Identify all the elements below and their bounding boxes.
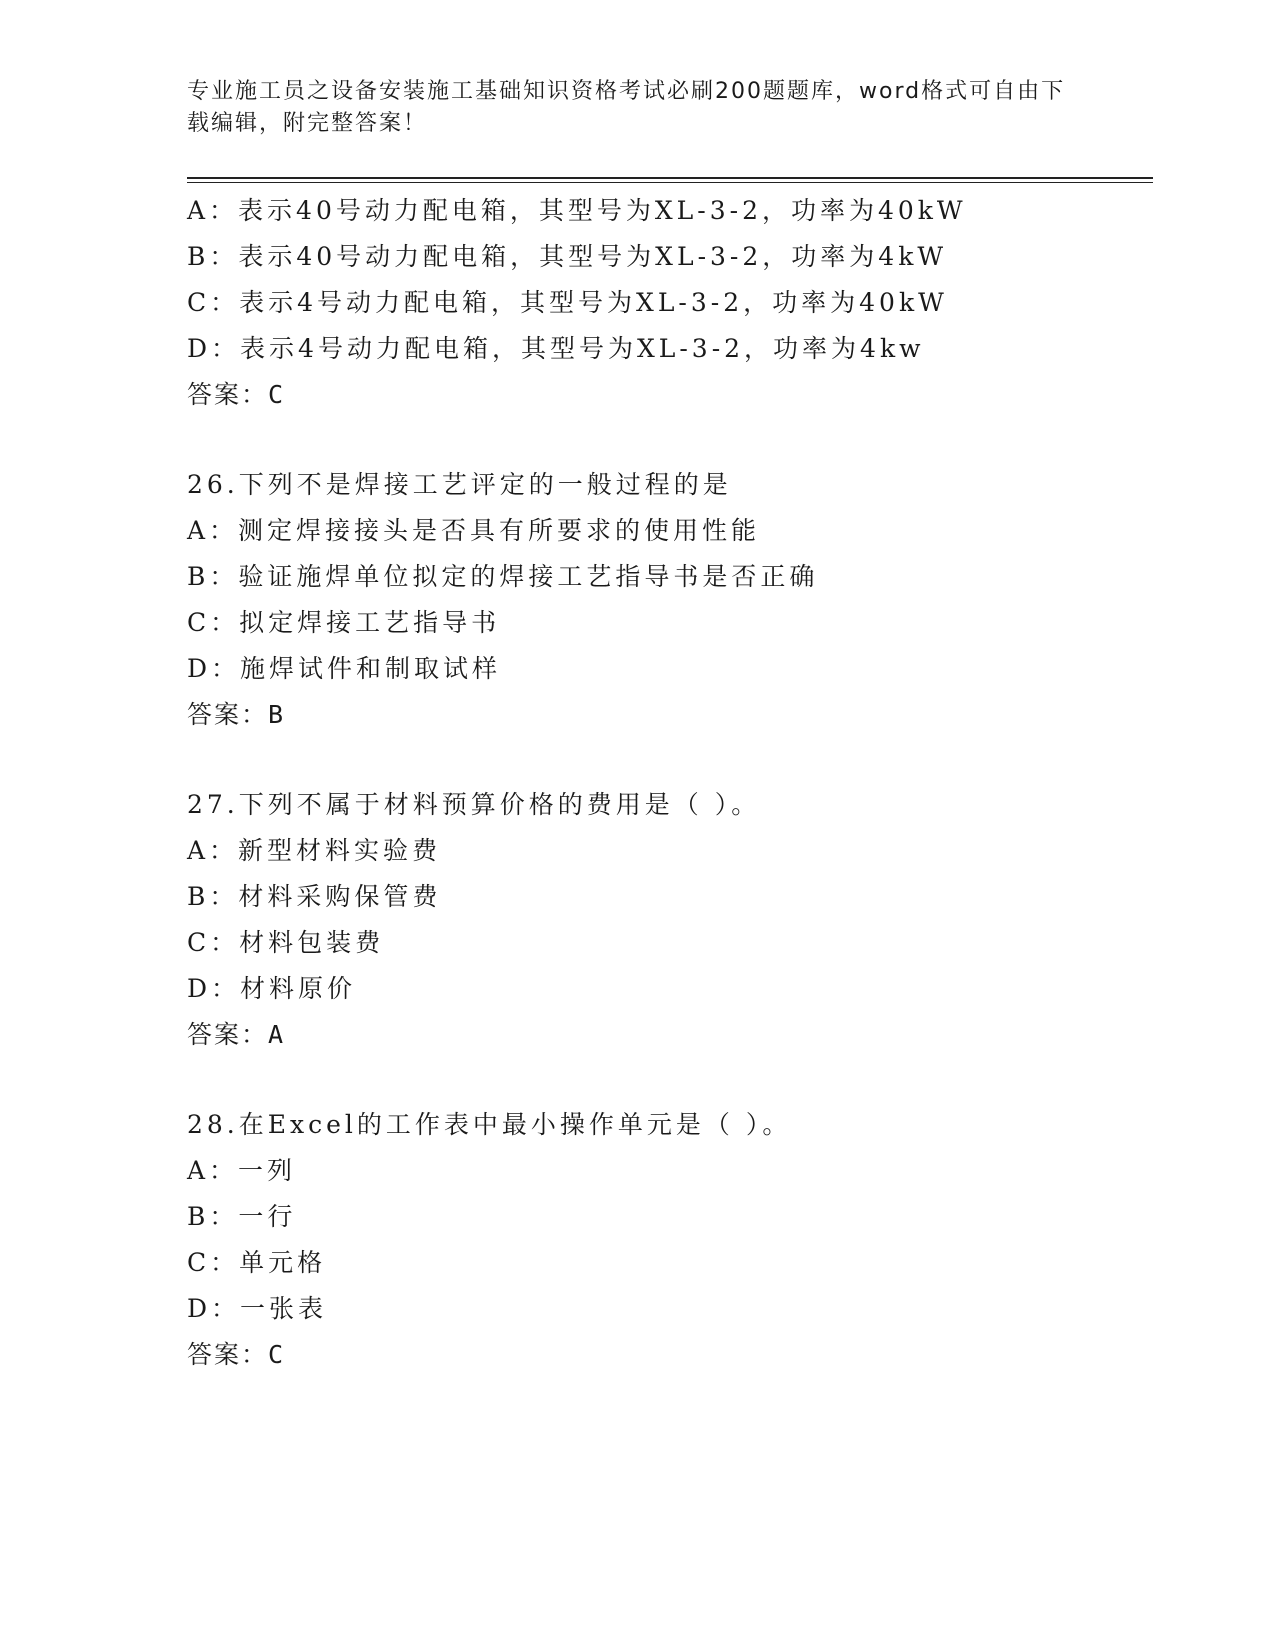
- option-a: A：一列: [187, 1156, 297, 1185]
- option-b: B：材料采购保管费: [187, 882, 442, 911]
- option-b: B：一行: [187, 1202, 297, 1231]
- header-divider-thick: [187, 177, 1153, 179]
- question-list: [187, 188, 1147, 1378]
- document-header: 专业施工员之设备安装施工基础知识资格考试必刷200题题库，word格式可自由下载编辑，附完整答案！: [187, 79, 1066, 136]
- question-stem: 27.下列不属于材料预算价格的费用是（ ）。: [187, 790, 761, 819]
- option-c: C：单元格: [187, 1248, 327, 1277]
- option-a: A：新型材料实验费: [187, 836, 442, 865]
- answer: 答案：B: [187, 700, 286, 729]
- question-28: [187, 1102, 1147, 1378]
- option-c: C：拟定焊接工艺指导书: [187, 608, 501, 637]
- option-c: C：材料包装费: [187, 928, 385, 957]
- question-stem: 26.下列不是焊接工艺评定的一般过程的是: [187, 470, 732, 499]
- option-b: B：表示40号动力配电箱，其型号为XL-3-2，功率为4kW: [187, 242, 948, 271]
- answer: 答案：A: [187, 1020, 286, 1049]
- header-divider-thin: [187, 182, 1153, 183]
- answer: 答案：C: [187, 1340, 286, 1369]
- question-stem: 28.在Excel的工作表中最小操作单元是（ ）。: [187, 1110, 792, 1139]
- question-27: [187, 782, 1147, 1058]
- option-c: C：表示4号动力配电箱，其型号为XL-3-2，功率为40kW: [187, 288, 948, 317]
- answer: 答案：C: [187, 380, 286, 409]
- option-d: D：施焊试件和制取试样: [187, 654, 502, 683]
- option-d: D：表示4号动力配电箱，其型号为XL-3-2，功率为4kw: [187, 334, 925, 363]
- option-d: D：材料原价: [187, 974, 357, 1003]
- option-d: D：一张表: [187, 1294, 328, 1323]
- option-a: A：测定焊接接头是否具有所要求的使用性能: [187, 516, 761, 545]
- option-b: B：验证施焊单位拟定的焊接工艺指导书是否正确: [187, 562, 819, 591]
- question-25-continued: [187, 188, 1147, 418]
- question-26: [187, 462, 1147, 738]
- option-a: A：表示40号动力配电箱，其型号为XL-3-2，功率为40kW: [187, 196, 967, 225]
